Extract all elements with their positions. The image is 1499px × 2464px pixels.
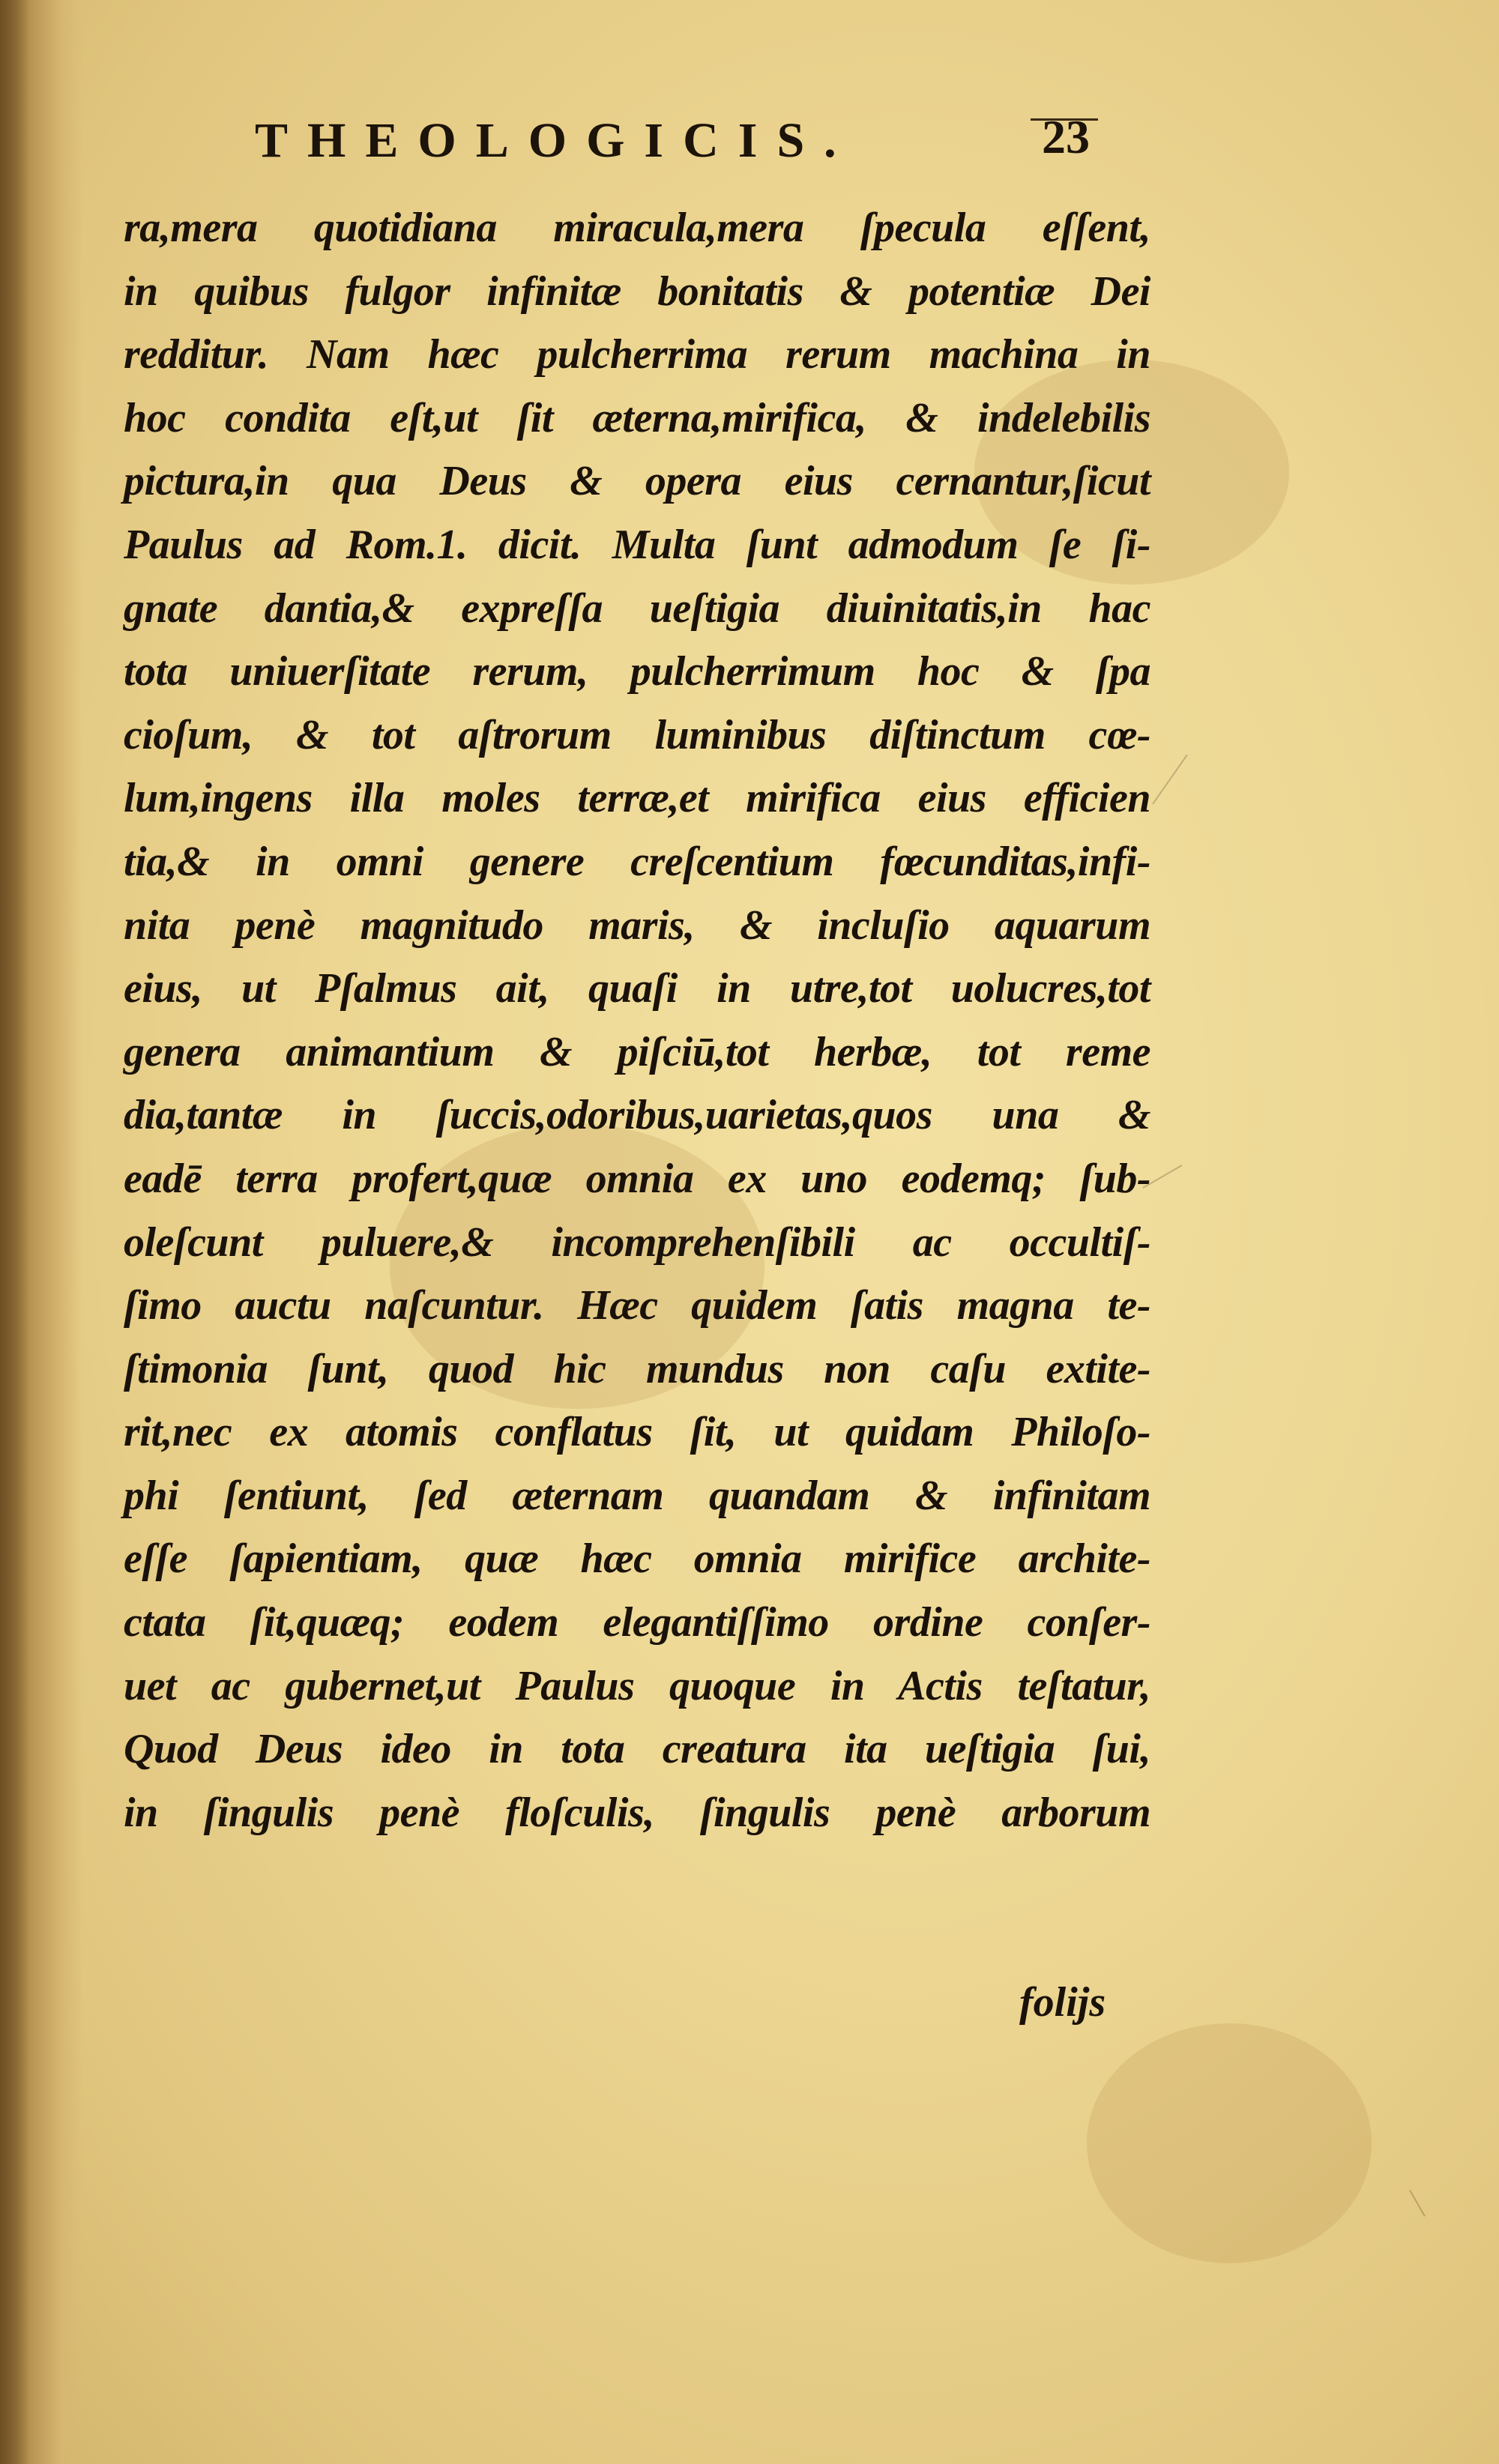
text-line: ſtimonia ſunt, quod hic mundus non caſu extite- [124, 1345, 1150, 1392]
gutter-shadow [0, 0, 30, 2464]
page-number: 23 [1042, 110, 1090, 163]
body-text [124, 196, 1150, 1844]
text-line: hoc condita eſt,ut ſit æterna,mirifica, & indelebilis [124, 394, 1150, 441]
running-head: THEOLOGICIS. [255, 113, 856, 168]
text-line: Paulus ad Rom.1. dicit. Multa ſunt admodum ſe ſi- [124, 521, 1150, 568]
text-line: cioſum, & tot aſtrorum luminibus diſtinctum cœ- [124, 711, 1150, 758]
text-line: oleſcunt puluere,& incomprehenſibili ac occultiſ- [124, 1219, 1150, 1266]
text-line: gnate dantia,& expreſſa ueſtigia diuinitatis,in hac [124, 585, 1150, 632]
text-line: in quibus fulgor infinitæ bonitatis & potentiæ Dei [124, 268, 1150, 315]
text-line: phi ſentiunt, ſed æternam quandam & infinitam [124, 1472, 1150, 1519]
text-line: rit,nec ex atomis conflatus ſit, ut quidam Philoſo- [124, 1409, 1150, 1456]
text-line: dia,tantæ in ſuccis,odoribus,uarietas,quos una & [124, 1092, 1150, 1139]
text-line: pictura,in qua Deus & opera eius cernantur,ſicut [124, 458, 1150, 505]
text-line: eius, ut Pſalmus ait, quaſi in utre,tot uolucres,tot [124, 965, 1150, 1012]
text-line: tia,& in omni genere creſcentium fœcunditas,infi- [124, 838, 1150, 885]
text-line: in ſingulis penè floſculis, ſingulis penè arborum [124, 1789, 1150, 1836]
text-line: ſimo auctu naſcuntur. Hæc quidem ſatis magna te- [124, 1282, 1150, 1329]
margin-mark [1152, 755, 1188, 805]
text-line: redditur. Nam hæc pulcherrima rerum machina in [124, 331, 1150, 378]
text-line: Quod Deus ideo in tota creatura ita ueſtigia ſui, [124, 1726, 1150, 1773]
text-line: nita penè magnitudo maris, & incluſio aquarum [124, 902, 1150, 949]
text-line: ctata ſit,quæq; eodem elegantiſſimo ordine conſer- [124, 1599, 1150, 1646]
text-line: eſſe ſapientiam, quæ hæc omnia mirifice archite- [124, 1536, 1150, 1583]
page-header [255, 112, 1154, 172]
text-line: lum,ingens illa moles terræ,et mirifica eius efficien [124, 775, 1150, 822]
paper-stain [1087, 2023, 1372, 2263]
margin-mark [1409, 2190, 1426, 2217]
text-line: eadē terra profert,quæ omnia ex uno eodemq; ſub- [124, 1155, 1150, 1202]
text-line: uet ac gubernet,ut Paulus quoque in Actis teſtatur, [124, 1662, 1150, 1709]
text-line: genera animantium & piſciū,tot herbæ, tot reme [124, 1028, 1150, 1075]
catchword: folijs [1019, 1979, 1106, 2026]
text-line: ra,mera quotidiana miracula,mera ſpecula eſſent, [124, 205, 1150, 251]
text-line: tota uniuerſitate rerum, pulcherrimum hoc & ſpa [124, 648, 1150, 695]
